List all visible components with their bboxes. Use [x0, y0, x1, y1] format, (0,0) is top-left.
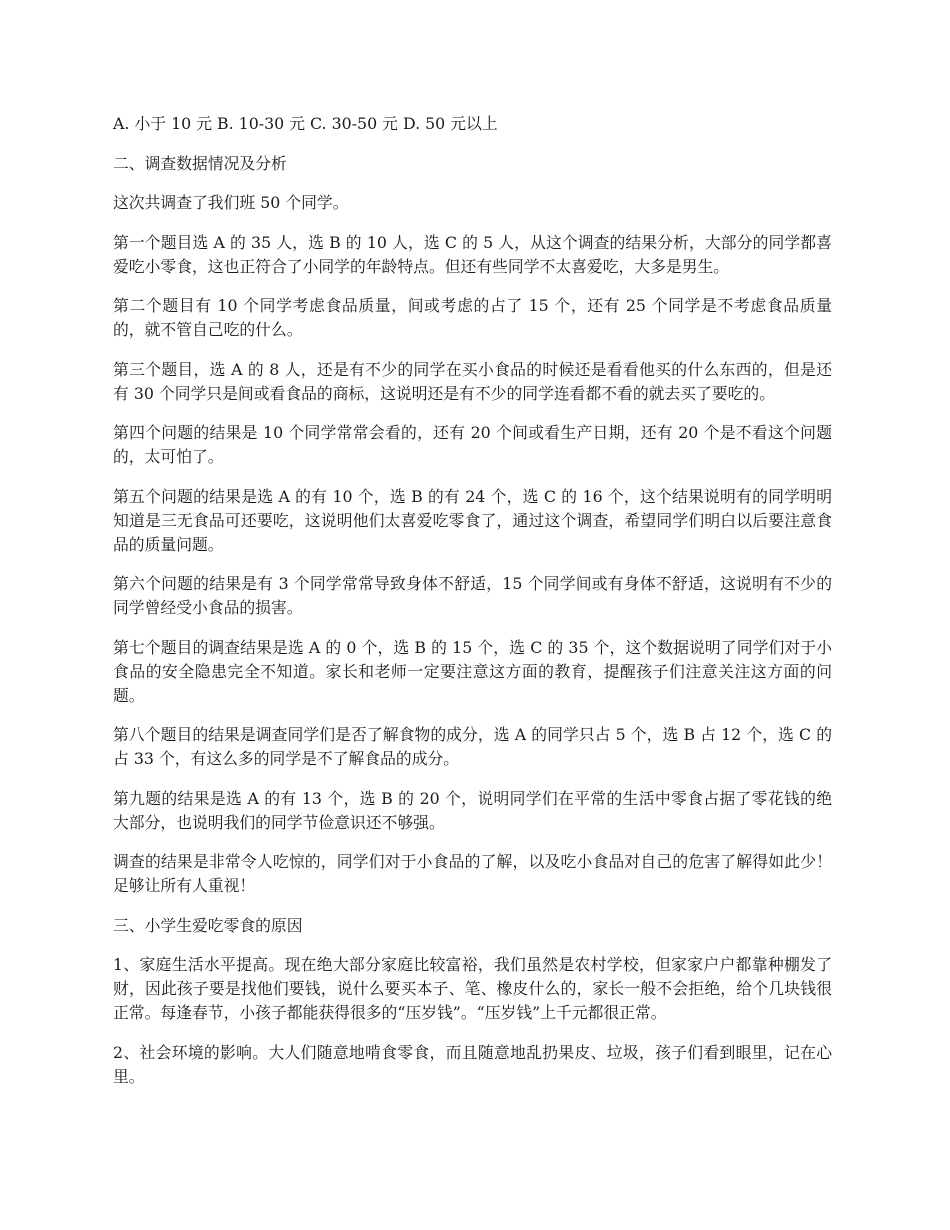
paragraph-q9: 第九题的结果是选 A 的有 13 个，选 B 的 20 个，说明同学们在平常的生活中零食占据了零花钱的绝大部分，也说明我们的同学节俭意识还不够强。: [113, 788, 832, 832]
paragraph-q1: 第一个题目选 A 的 35 人，选 B 的 10 人，选 C 的 5 人，从这个调查的结果分析，大部分的同学都喜爱吃小零食，这也正符合了小同学的年龄特点。但还有些同学不太喜爱吃，大多是男生。: [113, 232, 832, 276]
section-heading-2: 二、调查数据情况及分析: [113, 153, 287, 173]
paragraph-q8: 第八个题目的结果是调查同学们是否了解食物的成分，选 A 的同学只占 5 个，选 B 占 12 个，选 C 的占 33 个，有这么多的同学是不了解食品的成分。: [113, 725, 832, 768]
paragraph-survey-count: 这次共调查了我们班 50 个同学。: [113, 193, 349, 212]
options-line: A. 小于 10 元 B. 10-30 元 C. 30-50 元 D. 50 元以上: [113, 114, 498, 133]
paragraph-q3: 第三个题目，选 A 的 8 人，还是有不少的同学在买小食品的时候还是看看他买的什么东西的，但是还有 30 个同学只是间或看食品的商标，这说明还是有不少的同学连看都不看的就去买了要吃的。: [113, 359, 832, 403]
paragraph-reason-2: 2、社会环境的影响。大人们随意地啃食零食，而且随意地乱扔果皮、垃圾，孩子们看到眼里，记在心里。: [113, 1042, 832, 1086]
paragraph-q5: 第五个问题的结果是选 A 的有 10 个，选 B 的有 24 个，选 C 的 16 个，这个结果说明有的同学明明知道是三无食品可还要吃，这说明他们太喜爱吃零食了，通过这个调查，希望同学们明白以后要注意食品的质量问题。: [113, 486, 832, 554]
paragraph-q4: 第四个问题的结果是 10 个同学常常会看的，还有 20 个间或看生产日期，还有 20 个是不看这个问题的，太可怕了。: [113, 423, 832, 466]
paragraph-q6: 第六个问题的结果是有 3 个同学常常导致身体不舒适，15 个同学间或有身体不舒适，这说明有不少的同学曾经受小食品的损害。: [113, 574, 832, 617]
paragraph-q2: 第二个题目有 10 个同学考虑食品质量，间或考虑的占了 15 个，还有 25 个同学是不考虑食品质量的，就不管自己吃的什么。: [113, 296, 832, 339]
paragraph-reason-1: 1、家庭生活水平提高。现在绝大部分家庭比较富裕，我们虽然是农村学校，但家家户户都靠种棚发了财，因此孩子要是找他们要钱，说什么要买本子、笔、橡皮什么的，家长一般不会拒绝，给个几块钱很正常。每逢春节，小孩子都能获得很多的“压岁钱”。“压岁钱”上千元都很正常。: [113, 955, 832, 1022]
paragraph-q7: 第七个题目的调查结果是选 A 的 0 个，选 B 的 15 个，选 C 的 35 个，这个数据说明了同学们对于小食品的安全隐患完全不知道。家长和老师一定要注意这方面的教育，提醒孩子们注意关注这方面的问题。: [113, 637, 832, 705]
paragraph-conclusion: 调查的结果是非常令人吃惊的，同学们对于小食品的了解，以及吃小食品对自己的危害了解得如此少！足够让所有人重视！: [113, 852, 832, 895]
section-heading-3: 三、小学生爱吃零食的原因: [113, 915, 303, 935]
